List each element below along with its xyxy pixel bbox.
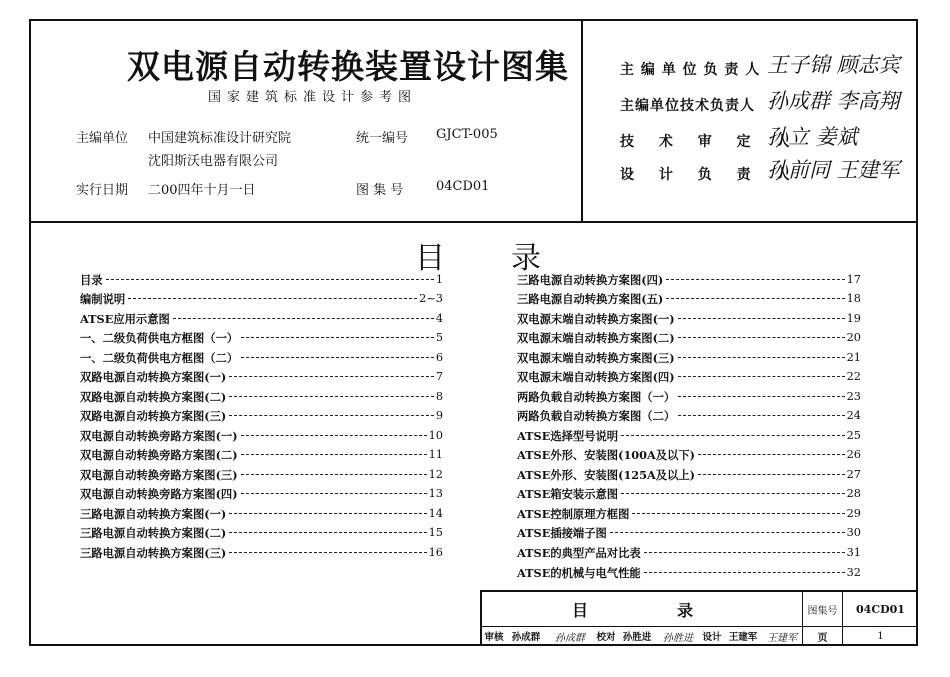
- toc-item-page: 21: [846, 351, 861, 364]
- toc-item-title: 双电源末端自动转换方案图(四): [517, 369, 675, 384]
- header-vertical-divider: [581, 21, 583, 221]
- toc-item-page: 24: [846, 409, 861, 422]
- toc-item[interactable]: [517, 484, 861, 503]
- title-block: [480, 590, 918, 646]
- toc-leader: [678, 376, 845, 377]
- review-label: 审核: [484, 632, 504, 643]
- unified-no-label: 统一编号: [356, 131, 409, 146]
- toc-item-title: 双电源自动转换旁路方案图(一): [80, 428, 238, 443]
- signature-tech-approver: 孙立 姜斌: [767, 125, 858, 149]
- toc-item-page: 9: [435, 409, 443, 422]
- toc-leader: [229, 415, 434, 416]
- toc-item-page: 28: [846, 487, 861, 500]
- toc-item-page: 23: [846, 390, 861, 403]
- atlas-no-label: 图 集 号: [356, 183, 404, 198]
- toc-item[interactable]: [80, 445, 443, 464]
- design-label: 设计: [702, 632, 722, 643]
- toc-item[interactable]: [80, 543, 443, 562]
- toc-leader: [621, 493, 845, 494]
- toc-leader: [229, 552, 426, 553]
- toc-item-title: 双电源自动转换旁路方案图(三): [80, 467, 238, 482]
- effective-date-label: 实行日期: [76, 183, 129, 198]
- toc-item[interactable]: [517, 348, 861, 367]
- designer-name: 王建军: [728, 632, 758, 643]
- toc-leader: [698, 474, 845, 475]
- toc-item-title: 编制说明: [80, 291, 126, 306]
- toc-item[interactable]: [517, 563, 861, 582]
- toc-item-title: 双电源末端自动转换方案图(三): [517, 350, 675, 365]
- toc-item[interactable]: [80, 465, 443, 484]
- toc-leader: [229, 532, 426, 533]
- toc-leader: [666, 279, 844, 280]
- role-tech-chief: 主编单位技术负责人: [620, 98, 755, 114]
- toc-item-title: 三路电源自动转换方案图(二): [80, 525, 227, 540]
- toc-item-title: 双路电源自动转换方案图(三): [80, 408, 227, 423]
- toc-item-page: 25: [846, 429, 861, 442]
- toc-item-page: 29: [846, 507, 861, 520]
- toc-item-title: ATSE选择型号说明: [517, 428, 619, 443]
- toc-item-title: 三路电源自动转换方案图(五): [517, 291, 664, 306]
- atlas-title: 双电源自动转换装置设计图集: [127, 47, 569, 86]
- toc-item[interactable]: [517, 270, 861, 289]
- toc-item-page: 18: [846, 292, 861, 305]
- toc-heading-left: 目: [415, 241, 445, 276]
- toc-item-title: ATSE插接端子图: [517, 525, 607, 540]
- toc-item[interactable]: [80, 426, 443, 445]
- toc-item-page: 16: [428, 546, 443, 559]
- toc-leader: [678, 415, 844, 416]
- toc-item-page: 20: [846, 331, 861, 344]
- role-tech-approver: 技 术 审 定 人: [620, 134, 800, 150]
- toc-item-title: ATSE应用示意图: [80, 311, 170, 326]
- toc-item-page: 15: [428, 526, 443, 539]
- designer-signature: 王建军: [767, 632, 797, 644]
- checker-signature: 孙胜进: [663, 632, 693, 644]
- drawing-frame: [29, 19, 918, 646]
- toc-item[interactable]: [80, 309, 443, 328]
- page-label: 页: [817, 632, 828, 644]
- tb-atlas-no: 04CD01: [856, 602, 905, 616]
- toc-item-title: 双路电源自动转换方案图(二): [80, 389, 227, 404]
- toc-item[interactable]: [517, 426, 861, 445]
- toc-item-title: ATSE的典型产品对比表: [517, 545, 641, 560]
- toc-item[interactable]: [517, 543, 861, 562]
- toc-leader: [241, 454, 427, 455]
- tb-atlas-no-label: 图集号: [807, 605, 838, 617]
- toc-item-page: 6: [435, 351, 443, 364]
- toc-leader: [678, 357, 845, 358]
- check-label: 校对: [596, 632, 616, 643]
- toc-item[interactable]: [80, 406, 443, 425]
- toc-item[interactable]: [80, 289, 443, 308]
- toc-item-page: 17: [846, 273, 861, 286]
- toc-item-title: 一、二级负荷供电方框图（二）: [80, 350, 239, 365]
- toc-item-title: 双电源末端自动转换方案图(二): [517, 330, 675, 345]
- toc-item-page: 26: [846, 448, 861, 461]
- sheet-title-right: 录: [676, 600, 693, 620]
- signature-chief-unit: 王子锦 顾志宾: [767, 53, 900, 77]
- toc-item-title: 两路负载自动转换方案图（二）: [517, 408, 676, 423]
- toc-leader: [241, 474, 427, 475]
- toc-item-title: 三路电源自动转换方案图(三): [80, 545, 227, 560]
- toc-item[interactable]: [80, 484, 443, 503]
- toc-leader: [678, 337, 845, 338]
- toc-item[interactable]: [517, 367, 861, 386]
- editor-unit-label: 主编单位: [76, 131, 129, 146]
- toc-item-page: 8: [435, 390, 443, 403]
- effective-date: 二00四年十月一日: [148, 183, 256, 198]
- toc-item-page: 19: [846, 312, 861, 325]
- signature-design-chief: 孙前同 王建军: [767, 158, 900, 182]
- toc-item-page: 7: [435, 370, 443, 383]
- toc-leader: [229, 376, 434, 377]
- role-chief-unit: 主 编 单 位 负 责 人: [620, 62, 761, 78]
- toc-leader: [229, 513, 426, 514]
- toc-item-page: 1: [435, 273, 443, 286]
- toc-item[interactable]: [80, 328, 443, 347]
- toc-leader: [106, 279, 434, 280]
- toc-item-page: 22: [846, 370, 861, 383]
- signature-tech-chief: 孙成群 李高翔: [767, 89, 900, 113]
- toc-leader: [678, 318, 845, 319]
- toc-item-title: 一、二级负荷供电方框图（一）: [80, 330, 239, 345]
- editor-unit-2: 沈阳斯沃电器有限公司: [148, 154, 279, 169]
- toc-leader: [241, 337, 434, 338]
- checker-name: 孙胜进: [622, 632, 652, 643]
- toc-leader: [666, 298, 844, 299]
- toc-item[interactable]: [80, 270, 443, 289]
- toc-leader: [229, 396, 434, 397]
- toc-leader: [610, 532, 845, 533]
- toc-item-title: 两路负载自动转换方案图（一）: [517, 389, 676, 404]
- toc-item-page: 10: [428, 429, 443, 442]
- toc-leader: [644, 572, 845, 573]
- page-number: 1: [877, 630, 884, 642]
- toc-leader: [173, 318, 434, 319]
- toc-item[interactable]: [517, 309, 861, 328]
- toc-item-page: 11: [428, 448, 443, 461]
- toc-item-page: 5: [435, 331, 443, 344]
- editor-unit-1: 中国建筑标准设计研究院: [148, 131, 292, 146]
- toc-item-title: 三路电源自动转换方案图(四): [517, 272, 664, 287]
- toc-item[interactable]: [517, 504, 861, 523]
- header-divider: [31, 221, 916, 223]
- toc-item[interactable]: [517, 328, 861, 347]
- toc-item-page: 2~3: [419, 292, 443, 305]
- toc-item-title: ATSE外形、安装图(125A及以上): [517, 467, 696, 482]
- title-block-top-line: [480, 590, 918, 592]
- toc-item[interactable]: [517, 289, 861, 308]
- toc-item-title: 三路电源自动转换方案图(一): [80, 506, 227, 521]
- sheet-title-left: 目: [571, 600, 588, 620]
- toc-leader: [698, 454, 845, 455]
- toc-item-title: 双电源自动转换旁路方案图(四): [80, 486, 238, 501]
- toc-item-title: 双电源自动转换旁路方案图(二): [80, 447, 238, 462]
- toc-item-page: 12: [428, 468, 443, 481]
- toc-item[interactable]: [517, 465, 861, 484]
- toc-leader: [644, 552, 845, 553]
- toc-leader: [632, 513, 844, 514]
- toc-item[interactable]: [80, 504, 443, 523]
- unified-no: GJCT-005: [436, 127, 498, 142]
- toc-item-page: 32: [846, 566, 861, 579]
- toc-item-title: 双电源末端自动转换方案图(一): [517, 311, 675, 326]
- toc-item-title: ATSE控制原理方框图: [517, 506, 630, 521]
- toc-item-page: 13: [428, 487, 443, 500]
- toc-item-title: ATSE的机械与电气性能: [517, 565, 641, 580]
- toc-item[interactable]: [517, 406, 861, 425]
- toc-item-page: 4: [435, 312, 443, 325]
- toc-item-page: 30: [846, 526, 861, 539]
- toc-item[interactable]: [80, 348, 443, 367]
- reviewer-name: 孙成群: [511, 632, 541, 643]
- reviewer-signature: 孙成群: [555, 632, 585, 644]
- atlas-subtitle: 国家建筑标准设计参考图: [208, 90, 418, 105]
- toc-leader: [241, 435, 427, 436]
- toc-leader: [241, 493, 427, 494]
- toc-leader: [621, 435, 845, 436]
- toc-item-title: 双路电源自动转换方案图(一): [80, 369, 227, 384]
- toc-item[interactable]: [517, 387, 861, 406]
- toc-item[interactable]: [517, 523, 861, 542]
- toc-leader: [241, 357, 434, 358]
- toc-item-page: 31: [846, 546, 861, 559]
- toc-item[interactable]: [517, 445, 861, 464]
- toc-item-page: 14: [428, 507, 443, 520]
- toc-leader: [128, 298, 417, 299]
- toc-item-title: 目录: [80, 272, 103, 287]
- toc-item[interactable]: [80, 367, 443, 386]
- atlas-no: 04CD01: [436, 179, 490, 194]
- toc-item[interactable]: [80, 523, 443, 542]
- toc-leader: [678, 396, 844, 397]
- toc-heading-right: 录: [511, 241, 541, 276]
- toc-item[interactable]: [80, 387, 443, 406]
- toc-item-title: ATSE外形、安装图(100A及以下): [517, 447, 696, 462]
- role-design-chief: 设 计 负 责 人: [620, 167, 800, 183]
- toc-item-page: 27: [846, 468, 861, 481]
- toc-item-title: ATSE箱安装示意图: [517, 486, 619, 501]
